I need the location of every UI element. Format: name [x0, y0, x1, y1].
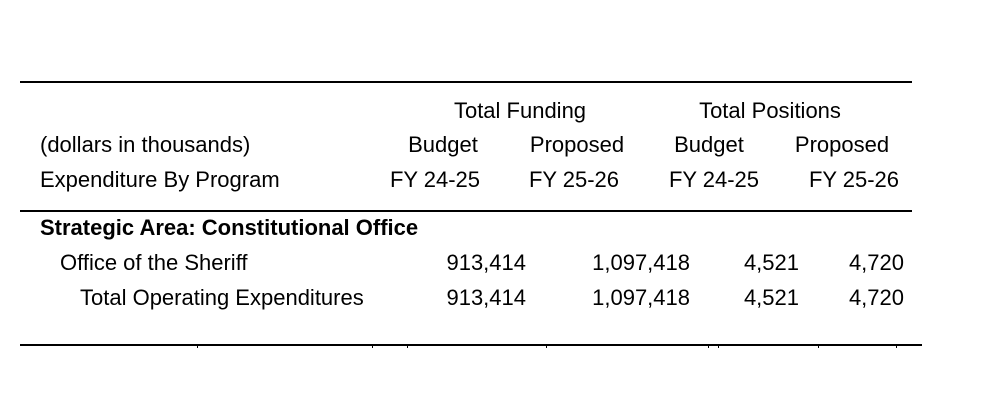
column-tick: [896, 344, 897, 348]
column-tick: [718, 344, 719, 348]
col-3-year: FY 24-25: [668, 167, 760, 192]
total-funding-header: Total Funding: [453, 98, 587, 123]
row-value-budget-positions: 4,521: [743, 250, 799, 275]
total-value-proposed-funding: 1,097,418: [592, 285, 690, 310]
program-label: Expenditure By Program: [40, 167, 280, 192]
bottom-rule: [20, 344, 922, 346]
row-value-proposed-funding: 1,097,418: [592, 250, 690, 275]
column-tick: [818, 344, 819, 348]
units-label: (dollars in thousands): [40, 132, 251, 157]
col-2-year: FY 25-26: [528, 167, 620, 192]
column-tick: [197, 344, 198, 348]
total-value-proposed-positions: 4,720: [848, 285, 904, 310]
row-label: Office of the Sheriff: [60, 250, 248, 275]
column-tick: [372, 344, 373, 348]
header-rule: [20, 210, 912, 212]
section-title: Strategic Area: Constitutional Office: [40, 215, 419, 240]
column-tick: [546, 344, 547, 348]
col-4-year: FY 25-26: [808, 167, 900, 192]
total-value-budget-funding: 913,414: [446, 285, 526, 310]
col-1-year: FY 24-25: [389, 167, 481, 192]
col-2-type: Proposed: [529, 132, 625, 157]
top-rule: [20, 81, 912, 83]
row-value-proposed-positions: 4,720: [848, 250, 904, 275]
col-3-type: Budget: [674, 132, 744, 157]
row-value-budget-funding: 913,414: [446, 250, 526, 275]
column-tick: [407, 344, 408, 348]
total-value-budget-positions: 4,521: [743, 285, 799, 310]
total-positions-header: Total Positions: [699, 98, 841, 123]
column-tick: [708, 344, 709, 348]
col-1-type: Budget: [408, 132, 478, 157]
total-row-label: Total Operating Expenditures: [80, 285, 364, 310]
col-4-type: Proposed: [794, 132, 890, 157]
